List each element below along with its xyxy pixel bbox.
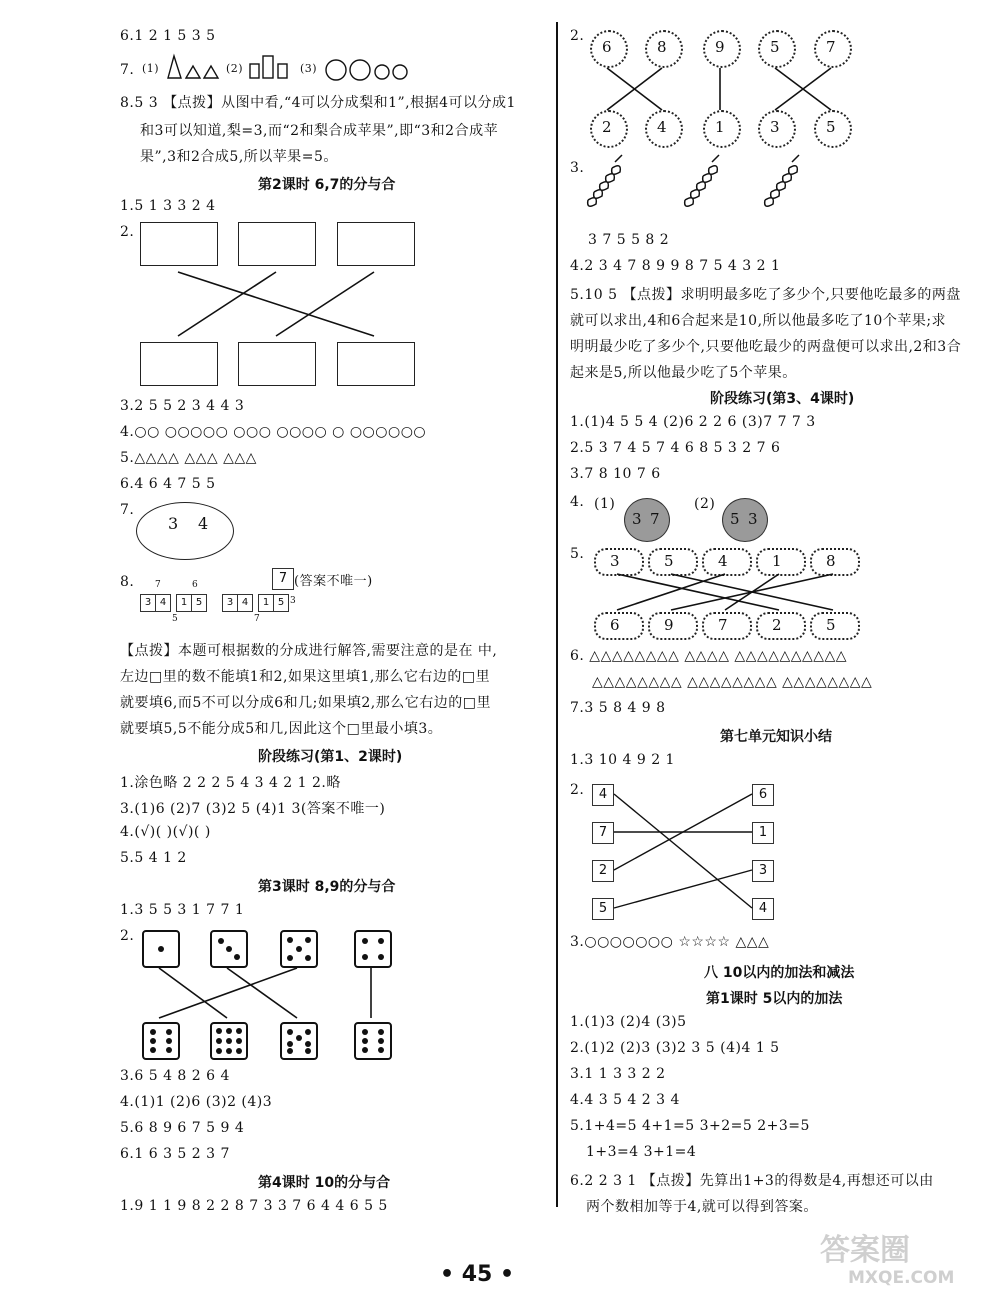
flower-top-num-2: 8 — [657, 38, 668, 56]
connector-line — [227, 968, 297, 1018]
branch-top-2: 6 — [192, 580, 199, 590]
stage12-answer-4: 4.(√)( )(√)( ) — [120, 824, 211, 840]
split-box-6: 4 — [237, 594, 253, 612]
flower-bottom-num-1: 2 — [602, 118, 613, 136]
connector-line — [614, 870, 752, 908]
lesson2-heading: 第2课时 6,7的分与合 — [258, 177, 396, 193]
tree-number-right: 4 — [198, 514, 209, 533]
triangle-large — [168, 56, 181, 78]
split-box-8: 5 — [273, 594, 289, 612]
right-answer-5-line4: 起来是5,所以他最少吃了5个苹果。 — [570, 365, 797, 381]
cloud-bottom-num-1: 6 — [610, 616, 621, 634]
answer-box-7: 7 — [272, 568, 294, 590]
lesson3-answer-3: 3.6 5 4 8 2 6 4 — [120, 1068, 230, 1084]
lesson3-answer-6: 6.1 6 3 5 2 3 7 — [120, 1146, 230, 1162]
cloud-bottom-num-5: 5 — [826, 616, 837, 634]
branch-side: 3 — [290, 596, 297, 606]
chapter8-heading: 八 10以内的加法和减法 — [704, 965, 855, 981]
stage34-answer-5: 5. — [570, 546, 585, 562]
match-right-1: 6 — [752, 784, 774, 806]
right-answer-2: 2. — [570, 28, 585, 44]
abacus-1 — [588, 155, 622, 206]
ch8-answer-4: 4.4 3 5 4 2 3 4 — [570, 1092, 680, 1108]
ch8-answer-3: 3.1 1 3 3 2 2 — [570, 1066, 666, 1082]
lesson3-answer-4: 4.(1)1 (2)6 (3)2 (4)3 — [120, 1094, 273, 1110]
match-right-3: 3 — [752, 860, 774, 882]
match-right-4: 4 — [752, 898, 774, 920]
triangle-small-2 — [204, 66, 218, 78]
answer-7-label: 7. — [120, 62, 135, 78]
abacus-values: 3 7 5 5 8 2 — [588, 232, 670, 248]
apple-1-left: 3 — [632, 510, 643, 528]
match-left-3: 2 — [592, 860, 614, 882]
right-answer-5-line3: 明明最少吃了多少个,只要他吃最少的两盘便可以求出,2和3合 — [570, 339, 962, 355]
cloud-top-num-4: 1 — [772, 552, 783, 570]
right-answer-5-line1: 5.10 5 【点拨】求明明最多吃了多少个,只要他吃最多的两盘 — [570, 287, 961, 303]
circle-large-2 — [350, 60, 370, 80]
flower-top-num-3: 9 — [715, 38, 726, 56]
answer-7-part3: (3) — [300, 62, 318, 75]
connector-line — [159, 968, 227, 1018]
lesson2-answer-5: 5.△△△△ △△△ △△△ — [120, 450, 257, 466]
stage12-heading: 阶段练习(第1、2课时) — [258, 749, 403, 765]
stage34-answer-3: 3.7 8 10 7 6 — [570, 466, 661, 482]
rect-1 — [250, 64, 259, 78]
connector-line — [614, 794, 752, 908]
flower-top-num-4: 5 — [770, 38, 781, 56]
flower-bottom-num-2: 4 — [657, 118, 668, 136]
lesson2-answer-8: 8. — [120, 574, 135, 590]
lesson2-answer-4: 4.○○ ○○○○○ ○○○ ○○○○ ○ ○○○○○○ — [120, 424, 427, 440]
rect-tall — [263, 56, 273, 78]
match-left-4: 5 — [592, 898, 614, 920]
lesson4-heading: 第4课时 10的分与合 — [258, 1175, 391, 1191]
unit7-heading: 第七单元知识小结 — [720, 729, 832, 745]
ch8-answer-5-line1: 5.1+4=5 4+1=5 3+2=5 2+3=5 — [570, 1118, 810, 1134]
stage12-answer-3: 3.(1)6 (2)7 (3)2 5 (4)1 3(答案不唯一) — [120, 801, 386, 817]
flower-bottom-num-3: 1 — [715, 118, 726, 136]
answer-6: 6.1 2 1 5 3 5 — [120, 28, 216, 44]
ch8-answer-6-line2: 两个数相加等于4,就可以得到答案。 — [586, 1199, 818, 1215]
apple-part-1: (1) — [594, 496, 616, 512]
circle-small-1 — [375, 65, 389, 79]
stage34-answer-1: 1.(1)4 5 5 4 (2)6 2 2 6 (3)7 7 7 3 — [570, 414, 816, 430]
watermark-url: MXQE.COM — [848, 1268, 955, 1288]
answer-8-note: (答案不唯一) — [294, 574, 373, 589]
branch-top-1: 7 — [155, 580, 162, 590]
lesson2-answer-1: 1.5 1 3 3 2 4 — [120, 198, 216, 214]
answer-7-part2: (2) — [226, 62, 244, 75]
stage34-heading: 阶段练习(第3、4课时) — [710, 391, 855, 407]
match-right-2: 1 — [752, 822, 774, 844]
answer-8-line2: 和3可以知道,梨=3,而“2和梨合成苹果”,即“3和2合成苹 — [140, 123, 499, 139]
connector-line — [178, 272, 374, 336]
split-box-2: 4 — [155, 594, 171, 612]
answer-8-line1: 8.5 3 【点拨】从图中看,“4可以分成梨和1”,根据4可以分成1 — [120, 95, 516, 111]
stage12-answer-5: 5.5 4 1 2 — [120, 850, 187, 866]
stage34-answer-2: 2.5 3 7 4 5 7 4 6 8 5 3 2 7 6 — [570, 440, 781, 456]
cloud-top-num-5: 8 — [826, 552, 837, 570]
stage34-answer-7: 7.3 5 8 4 9 8 — [570, 700, 666, 716]
match-left-2: 7 — [592, 822, 614, 844]
answer-7-part1: (1) — [142, 62, 160, 75]
triangle-small-1 — [186, 66, 200, 78]
apple-part-2: (2) — [694, 496, 716, 512]
lesson3-answer-2: 2. — [120, 928, 135, 944]
abacus-3 — [765, 155, 799, 206]
stage12-answer-1: 1.涂色略 2 2 2 5 4 3 4 2 1 2.略 — [120, 775, 341, 791]
right-answer-5-line2: 就可以求出,4和6合起来是10,所以他最多吃了10个苹果;求 — [570, 313, 947, 329]
ch8-answer-5-line2: 1+3=4 3+1=4 — [586, 1144, 697, 1160]
ch8-answer-2: 2.(1)2 (2)3 (3)2 3 5 (4)4 1 5 — [570, 1040, 780, 1056]
unit7-answer-2: 2. — [570, 782, 585, 798]
flower-bottom-num-4: 3 — [770, 118, 781, 136]
right-answer-4: 4.2 3 4 7 8 9 9 8 7 5 4 3 2 1 — [570, 258, 781, 274]
hint-line3: 就要填6,而5不可以分成6和几;如果填2,那么它右边的□里 — [120, 695, 491, 711]
hint-line1: 【点拨】本题可根据数的分成进行解答,需要注意的是在 中, — [120, 643, 498, 659]
lesson3-answer-5: 5.6 8 9 6 7 5 9 4 — [120, 1120, 245, 1136]
ch8-answer-1: 1.(1)3 (2)4 (3)5 — [570, 1014, 687, 1030]
cloud-bottom-num-4: 2 — [772, 616, 783, 634]
ch8-lesson1-heading: 第1课时 5以内的加法 — [706, 991, 843, 1007]
lesson4-answer-1: 1.9 1 1 9 8 2 2 8 7 3 3 7 6 4 4 6 5 5 — [120, 1198, 388, 1214]
cloud-bottom-num-3: 7 — [718, 616, 729, 634]
cloud-bottom-num-2: 9 — [664, 616, 675, 634]
apple-2-right: 3 — [748, 510, 759, 528]
stage34-answer-4: 4. — [570, 494, 585, 510]
apple-1-right: 7 — [650, 510, 661, 528]
split-box-5: 3 — [222, 594, 238, 612]
stage34-answer-6-line1: 6. △△△△△△△△ △△△△ △△△△△△△△△△ — [570, 648, 848, 664]
lesson2-answer-7: 7. — [120, 502, 135, 518]
right-answer-3: 3. — [570, 160, 585, 176]
cloud-top-num-3: 4 — [718, 552, 729, 570]
branch-bottom-1: 5 — [172, 614, 179, 624]
page-number: • 45 • — [440, 1262, 515, 1287]
flower-top-num-5: 7 — [826, 38, 837, 56]
cloud-top-num-2: 5 — [664, 552, 675, 570]
hint-line4: 就要填5,5不能分成5和几,因此这个□里最小填3。 — [120, 721, 443, 737]
stage34-answer-6-line2: △△△△△△△△ △△△△△△△△ △△△△△△△△ — [592, 674, 873, 690]
lesson2-answer-6: 6.4 6 4 7 5 5 — [120, 476, 216, 492]
split-box-7: 1 — [258, 594, 274, 612]
split-box-1: 3 — [140, 594, 156, 612]
lesson3-heading: 第3课时 8,9的分与合 — [258, 879, 396, 895]
ch8-answer-6-line1: 6.2 2 3 1 【点拨】先算出1+3的得数是4,再想还可以由 — [570, 1173, 934, 1189]
flower-top-num-1: 6 — [602, 38, 613, 56]
unit7-answer-1: 1.3 10 4 9 2 1 — [570, 752, 675, 768]
match-left-1: 4 — [592, 784, 614, 806]
branch-bottom-2: 7 — [254, 614, 261, 624]
lesson2-answer-3: 3.2 5 5 2 3 4 4 3 — [120, 398, 245, 414]
lesson2-answer-2: 2. — [120, 224, 135, 240]
connector-line — [276, 272, 374, 336]
flower-bottom-num-5: 5 — [826, 118, 837, 136]
circle-small-2 — [393, 65, 407, 79]
split-box-3: 1 — [176, 594, 192, 612]
answer-8-line3: 果”,3和2合成5,所以苹果=5。 — [140, 149, 338, 165]
circle-large-1 — [326, 60, 346, 80]
watermark-logo: 答案圈 — [820, 1233, 910, 1268]
tree-number-left: 3 — [168, 514, 179, 533]
connector-line — [159, 968, 297, 1018]
hint-line2: 左边□里的数不能填1和2,如果这里填1,那么它右边的□里 — [120, 669, 491, 685]
apple-2-left: 5 — [730, 510, 741, 528]
split-box-4: 5 — [191, 594, 207, 612]
connector-line — [617, 574, 725, 610]
rect-2 — [278, 64, 287, 78]
connector-line — [178, 272, 276, 336]
lesson3-answer-1: 1.3 5 5 3 1 7 7 1 — [120, 902, 245, 918]
cloud-top-num-1: 3 — [610, 552, 621, 570]
abacus-2 — [685, 155, 719, 206]
unit7-answer-3: 3.○○○○○○○ ☆☆☆☆ △△△ — [570, 934, 770, 950]
